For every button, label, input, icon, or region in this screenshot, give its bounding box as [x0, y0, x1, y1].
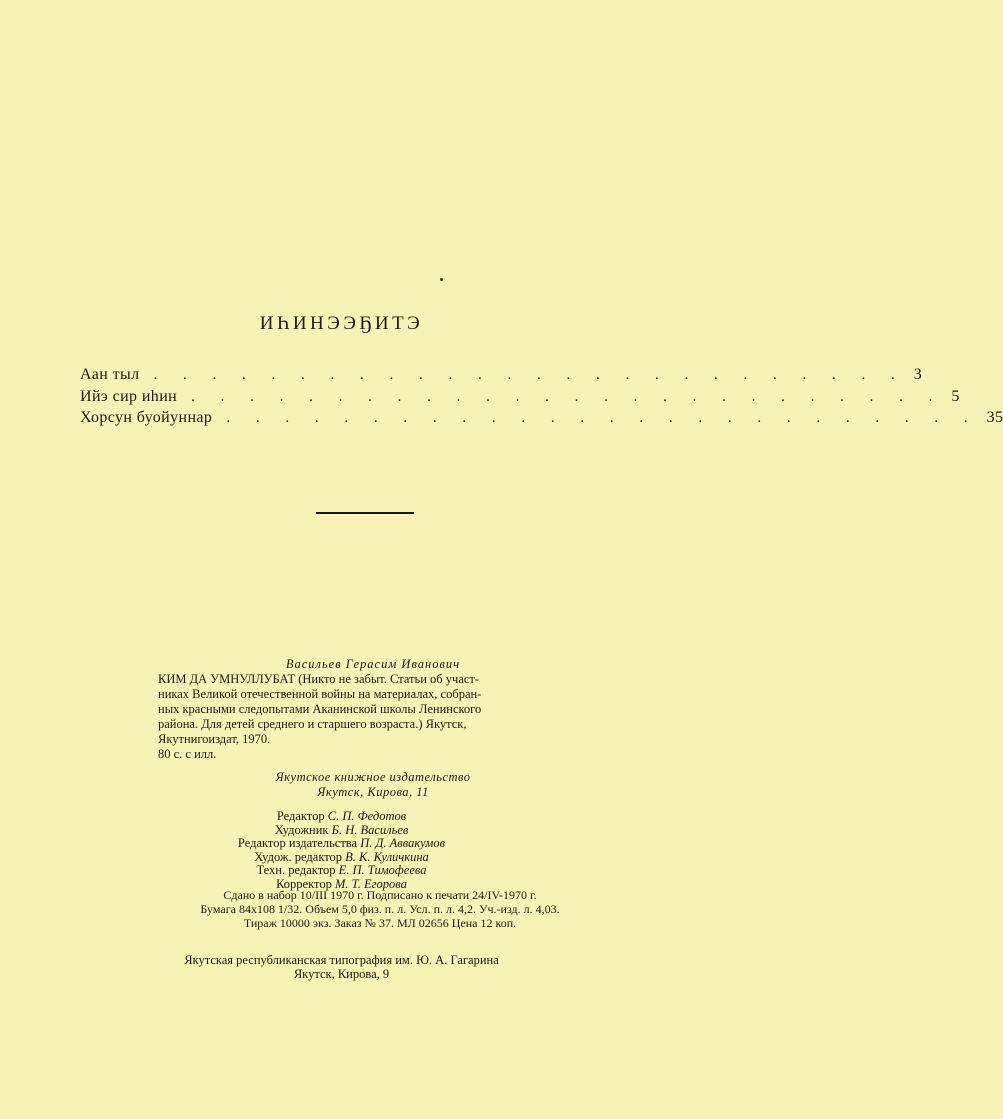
- description-line: Якутнигоиздат, 1970.: [158, 732, 271, 746]
- credit-name: М. Т. Егорова: [334, 876, 407, 891]
- description-line: 80 с. с илл.: [158, 747, 217, 761]
- print-details-line: Тираж 10000 экз. Заказ № 37. МЛ 02656 Цена 12 коп.: [243, 916, 517, 930]
- toc-dot-leader: . . . . . . . . . . . . . . . . . . . . . . . . . .: [226, 410, 979, 426]
- section-divider: [316, 512, 414, 514]
- credits-block: [0, 810, 683, 891]
- printing-house-address: Якутск, Кирова, 9: [293, 967, 390, 981]
- ink-speck: [440, 278, 443, 281]
- description-line: никах Великой отечественной войны на материалах, собран-: [158, 687, 482, 701]
- credit-line: [0, 837, 683, 851]
- credit-line: [0, 864, 683, 878]
- bibliographic-imprint: [158, 657, 588, 762]
- toc-entry: [80, 409, 1003, 431]
- credit-name: В. К. Куличкина: [345, 849, 429, 864]
- toc-title: ИҺИНЭЭҔИТЭ: [259, 313, 424, 334]
- toc-entry: [80, 366, 923, 388]
- toc-entry-label: Аан тыл: [80, 366, 140, 383]
- toc-entry-page: 5: [951, 387, 960, 405]
- toc-entry-label: Ийэ сир иһин: [80, 387, 178, 405]
- toc-dot-leader: . . . . . . . . . . . . . . . . . . . . . . . . . .: [153, 367, 906, 383]
- printing-house-name: Якутская республиканская типография им. Ю. А. Гагарина: [184, 953, 499, 967]
- print-details-line: Бумага 84x108 1/32. Объем 5,0 физ. п. л. Усл. п. л. 4,2. Уч.-изд. л. 4,03.: [200, 902, 560, 916]
- print-details: [140, 888, 620, 930]
- credit-line: [0, 824, 683, 838]
- credit-role: Техн. редактор: [256, 863, 336, 877]
- credit-role: Редактор издательства: [237, 836, 358, 850]
- description-line: района. Для детей среднего и старшего возраста.) Якутск,: [158, 717, 467, 731]
- credit-name: Б. Н. Васильев: [331, 822, 409, 837]
- publisher-block: [158, 770, 588, 800]
- credit-role: Корректор: [276, 876, 332, 891]
- toc-entry-page: 35: [986, 409, 1003, 426]
- description-line: КИМ ДА УМНУЛЛУБАТ (Никто не забыт. Статьи об участ-: [158, 672, 480, 686]
- credit-line: [0, 851, 683, 865]
- toc-entry-page: 3: [913, 366, 923, 383]
- credit-line: [0, 810, 683, 824]
- description-line: ных красными следопытами Аканинской школы Ленинского: [158, 702, 482, 716]
- print-details-line: Сдано в набор 10/III 1970 г. Подписано к печати 24/IV-1970 г.: [223, 888, 537, 902]
- author-name: Васильев Герасим Иванович: [285, 657, 461, 671]
- credit-role: Художник: [274, 822, 329, 837]
- credit-name: Е. П. Тимофеева: [338, 863, 427, 877]
- toc-dot-leader: . . . . . . . . . . . . . . . . . . . . . . . . . .: [191, 388, 944, 405]
- credit-name: С. П. Федотов: [327, 809, 407, 823]
- publisher-name: Якутское книжное издательство: [275, 770, 471, 784]
- toc-entry-label: Хорсун буойуннар: [80, 409, 213, 426]
- book-description: [158, 672, 588, 762]
- publisher-address: Якутск, Кирова, 11: [317, 785, 429, 799]
- credit-role: Худож. редактор: [254, 849, 343, 864]
- credit-role: Редактор: [276, 809, 325, 823]
- toc-entry: [80, 387, 960, 410]
- table-of-contents: [80, 366, 1003, 431]
- printing-house: [0, 953, 683, 981]
- credit-name: П. Д. Аввакумов: [360, 836, 446, 850]
